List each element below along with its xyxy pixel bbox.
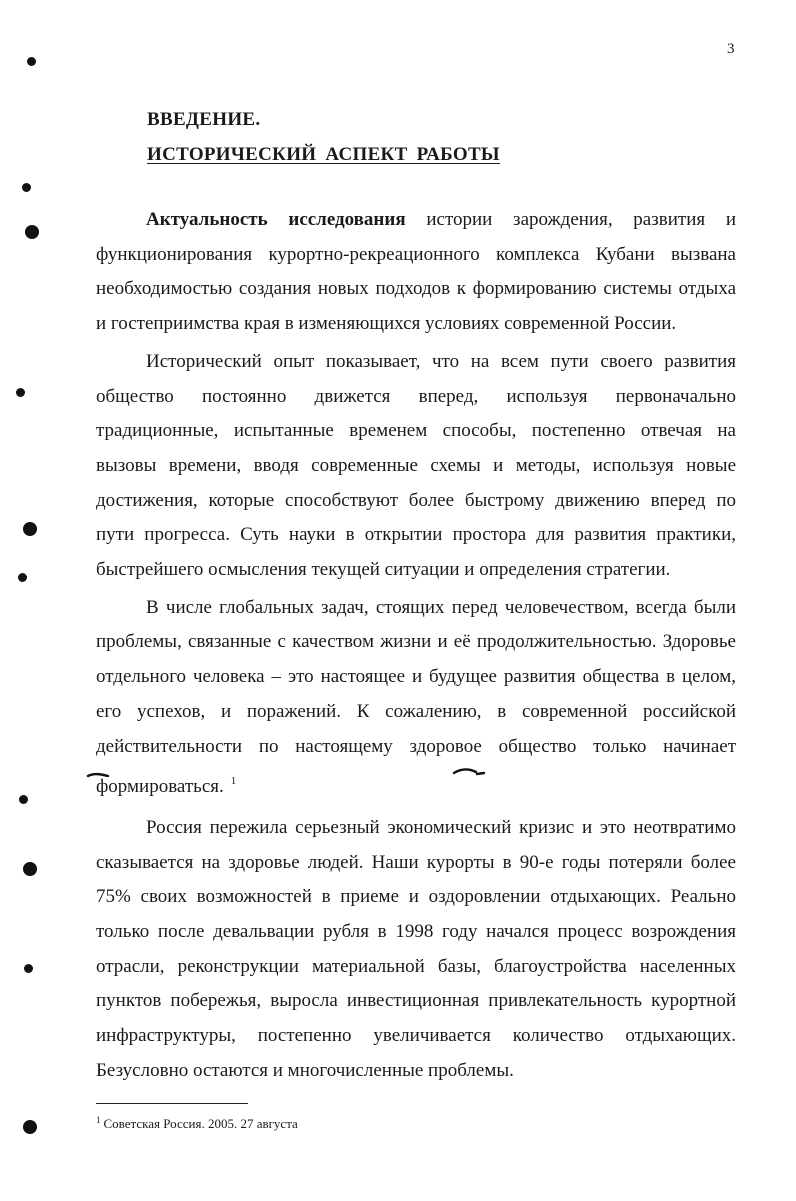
binder-hole-mark [19,795,28,804]
relevance-text: истории зарождения, развития и функционирования курортно-рекреационного комплекса Кубани вызвана необходимостью создания новых подходов к формированию системы отдыха и гостеприимства края в изменяющихся условиях современной России. [96,209,736,335]
binder-hole-mark [24,964,33,973]
paragraph-economic-crisis: Россия пережила серьезный экономический кризис и это неотвратимо сказывается на здоровье людей. Наши курорты в 90-е годы потеряли более 75% своих возможностей в приеме и оздоровлении отдыхающих. Реально только после девальвации рубля в 1998 году начался процесс возрождения отрасли, реконструкции материальной базы, благоустройства населенных пунктов побережья, выросла инвестиционная привлекательность курортной инфраструктуры, постепенно увеличивается количество отдыхающих. Безусловно остаются и многочисленные проблемы. [96,816,736,1081]
binder-hole-mark [27,57,36,66]
footnote-divider [96,1103,248,1104]
global-tasks-text: В числе глобальных задач, стоящих перед человечеством, всегда были проблемы, связанные с качеством жизни и её продолжительностью. Здоровье отдельного человека – это настоящее и будущее развития общества в целом, его успехов, и поражений. К сожалению, в современной российской действительности по настоящему здоровое общество только начинает формироваться. [96,596,736,798]
paragraph-global-tasks [96,591,736,805]
paragraph-historical-experience: Исторический опыт показывает, что на всем пути своего развития общество постоянно движется вперед, используя первоначально традиционные, испытанные временем способы, постепенно отвечая на вызовы времени, вводя современные схемы и методы, используя новые достижения, которые способствуют более быстрому движению вперед по пути прогресса. Суть науки в открытии простора для развития практики, быстрейшего осмысления текущей ситуации и определения стратегии. [96,350,736,581]
footnote [96,1112,298,1132]
section-heading-historical-aspect: ИСТОРИЧЕСКИЙ АСПЕКТ РАБОТЫ [147,144,500,165]
body-text [96,203,736,1089]
binder-hole-mark [23,1120,37,1134]
binder-hole-mark [23,862,37,876]
section-heading-introduction: ВВЕДЕНИЕ. [147,109,261,130]
relevance-lead-term: Актуальность исследования [146,209,406,230]
binder-hole-mark [22,183,31,192]
binder-hole-mark [16,388,25,397]
footnote-marker: 1 [96,1115,101,1125]
pen-mark-icon [452,766,486,778]
page-number: 3 [727,41,735,57]
pen-mark-icon [86,770,110,782]
binder-hole-mark [23,522,37,536]
footnote-text: Советская Россия. 2005. 27 августа [103,1116,298,1131]
binder-hole-mark [18,573,27,582]
paragraph-relevance [96,203,736,342]
binder-hole-mark [25,225,39,239]
footnote-reference: 1 [230,775,237,788]
